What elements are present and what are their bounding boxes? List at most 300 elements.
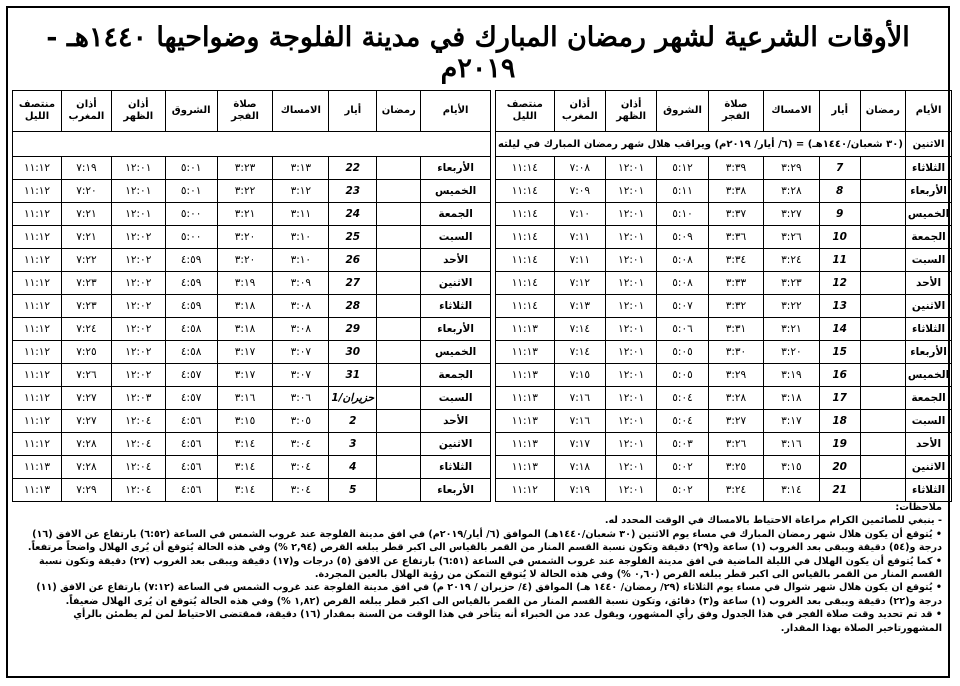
note-item: • يُتوقع أن يكون هلال شهر رمضان المبارك في مساء يوم الاثنين (٣٠ شعبان/١٤٤٠هـ) الموافق (٦/ أيار/٢٠١٩م) في افق مدينة الفلوجة عند غروب الشمس في الساعة (٦:٥٢) بارتفاع عن الافق (١٦) درجة و(٥٤) دقيقة ويبقى بعد الغروب (١) ساعة و(٢٩) دقيقة وتكون نسبة القسم المنار من القمر بالقياس الى اكبر قطر يبلغه القرص (٢,٩٤ %) وفي هذه الحالة يُتوقع أن يُرى الهلال واضحاً مرتفعاً. xyxy=(27,528,942,554)
maghrib-cell: ٧:٢٣ xyxy=(61,295,111,318)
table-row xyxy=(13,272,491,295)
fajr-cell: ٣:٣١ xyxy=(708,318,763,341)
maghrib-cell: ٧:١١ xyxy=(554,249,605,272)
day-cell: الأربعاء xyxy=(421,479,491,502)
imsak-cell: ٣:٠٧ xyxy=(273,364,329,387)
table-row xyxy=(13,364,491,387)
midnight-cell: ١١:١٢ xyxy=(13,249,62,272)
maghrib-cell: ٧:١٩ xyxy=(554,479,605,502)
dhuhr-cell: ١٢:٠١ xyxy=(605,295,656,318)
shuruq-cell: ٥:٠٩ xyxy=(657,226,708,249)
imsak-cell: ٣:٢٩ xyxy=(764,157,819,180)
shuruq-cell: ٥:١٢ xyxy=(657,157,708,180)
imsak-cell: ٣:٢٠ xyxy=(764,341,819,364)
ramadan-cell xyxy=(860,341,905,364)
shuruq-cell: ٤:٥٩ xyxy=(165,295,217,318)
day-cell: الأربعاء xyxy=(905,180,951,203)
day-cell: السبت xyxy=(421,387,491,410)
maghrib-cell: ٧:٢١ xyxy=(61,226,111,249)
dhuhr-cell: ١٢:٠١ xyxy=(605,479,656,502)
imsak-cell: ٣:١٣ xyxy=(273,157,329,180)
fajr-cell: ٣:١٧ xyxy=(217,364,273,387)
day-cell: الثلاثاء xyxy=(905,157,951,180)
ayar-cell: 22 xyxy=(329,157,377,180)
imsak-cell: ٣:٠٤ xyxy=(273,433,329,456)
announcement-text: (٣٠ شعبان/١٤٤٠هـ) = (٦/ أيار/ ٢٠١٩م) ويراقب هلال شهر رمضان المبارك في ليلته xyxy=(496,132,906,157)
header-ayar: أيار xyxy=(819,91,860,132)
fajr-cell: ٣:٢٠ xyxy=(217,249,273,272)
day-cell: الاثنين xyxy=(905,132,951,157)
maghrib-cell: ٧:٢٢ xyxy=(61,249,111,272)
maghrib-cell: ٧:٢٩ xyxy=(61,479,111,502)
page-title: الأوقات الشرعية لشهر رمضان المبارك في مدينة الفلوجة وضواحيها ١٤٤٠هـ - ٢٠١٩م xyxy=(46,22,910,84)
dhuhr-cell: ١٢:٠٤ xyxy=(111,456,165,479)
ayar-cell: 18 xyxy=(819,410,860,433)
ayar-cell: 9 xyxy=(819,203,860,226)
ayar-cell: 28 xyxy=(329,295,377,318)
ramadan-cell xyxy=(860,203,905,226)
maghrib-cell: ٧:١٩ xyxy=(61,157,111,180)
ramadan-cell xyxy=(377,272,421,295)
midnight-cell: ١١:١٢ xyxy=(13,295,62,318)
header-dhuhr: أذان الظهر xyxy=(111,91,165,132)
fajr-cell: ٣:٢٠ xyxy=(217,226,273,249)
table-row xyxy=(13,479,491,502)
imsak-cell: ٣:٠٨ xyxy=(273,318,329,341)
header-midnight: منتصف الليل xyxy=(496,91,555,132)
day-cell: الجمعة xyxy=(421,203,491,226)
day-cell: الأربعاء xyxy=(421,318,491,341)
table-row xyxy=(496,341,952,364)
midnight-cell: ١١:١٣ xyxy=(13,479,62,502)
ayar-cell: 30 xyxy=(329,341,377,364)
dhuhr-cell: ١٢:٠١ xyxy=(605,387,656,410)
ayar-cell: 24 xyxy=(329,203,377,226)
ayar-cell: 25 xyxy=(329,226,377,249)
dhuhr-cell: ١٢:٠١ xyxy=(111,180,165,203)
imsak-cell: ٣:٠٧ xyxy=(273,341,329,364)
midnight-cell: ١١:١٢ xyxy=(496,479,555,502)
ayar-cell: 11 xyxy=(819,249,860,272)
imsak-cell: ٣:١٨ xyxy=(764,387,819,410)
shuruq-cell: ٥:٠٦ xyxy=(657,318,708,341)
dhuhr-cell: ١٢:٠١ xyxy=(605,272,656,295)
ramadan-cell xyxy=(377,157,421,180)
ayar-cell: 16 xyxy=(819,364,860,387)
ayar-cell: 19 xyxy=(819,433,860,456)
day-cell: الخميس xyxy=(421,180,491,203)
table-row xyxy=(496,180,952,203)
imsak-cell: ٣:٠٤ xyxy=(273,456,329,479)
shuruq-cell: ٥:٠٤ xyxy=(657,410,708,433)
shuruq-cell: ٤:٥٦ xyxy=(165,410,217,433)
dhuhr-cell: ١٢:٠٢ xyxy=(111,341,165,364)
maghrib-cell: ٧:١٤ xyxy=(554,341,605,364)
ramadan-cell xyxy=(860,318,905,341)
maghrib-cell: ٧:١٦ xyxy=(554,410,605,433)
midnight-cell: ١١:١٢ xyxy=(13,226,62,249)
ayar-cell: 29 xyxy=(329,318,377,341)
imsak-cell: ٣:٠٨ xyxy=(273,295,329,318)
midnight-cell: ١١:١٢ xyxy=(13,410,62,433)
shuruq-cell: ٤:٥٨ xyxy=(165,318,217,341)
ayar-cell: 12 xyxy=(819,272,860,295)
header-ayar: أيار xyxy=(329,91,377,132)
ayar-cell: 13 xyxy=(819,295,860,318)
ayar-cell: 3 xyxy=(329,433,377,456)
imsak-cell: ٣:٠٥ xyxy=(273,410,329,433)
imsak-cell: ٣:٠٩ xyxy=(273,272,329,295)
shuruq-cell: ٥:١١ xyxy=(657,180,708,203)
dhuhr-cell: ١٢:٠١ xyxy=(111,203,165,226)
dhuhr-cell: ١٢:٠٤ xyxy=(111,410,165,433)
ayar-cell: 8 xyxy=(819,180,860,203)
fajr-cell: ٣:٢١ xyxy=(217,203,273,226)
day-cell: الجمعة xyxy=(905,387,951,410)
header-maghrib: أذان المغرب xyxy=(61,91,111,132)
midnight-cell: ١١:١٢ xyxy=(13,341,62,364)
dhuhr-cell: ١٢:٠١ xyxy=(605,456,656,479)
ramadan-cell xyxy=(377,203,421,226)
fajr-cell: ٣:٢٤ xyxy=(708,479,763,502)
header-day: الأيام xyxy=(421,91,491,132)
table-row xyxy=(13,295,491,318)
ayar-cell: 20 xyxy=(819,456,860,479)
ramadan-cell xyxy=(377,341,421,364)
midnight-cell: ١١:١٣ xyxy=(496,410,555,433)
shuruq-cell: ٤:٥٦ xyxy=(165,479,217,502)
timetable-left xyxy=(12,90,491,502)
ramadan-cell xyxy=(860,433,905,456)
note-item: • قد تم تحديد وقت صلاة الفجر في هذا الجدول وفق رأي المشهور، ويقول عدد من الخبراء أنه يتأخر في هذا الوقت من السنة بمقدار (١٦) دقيقة، فمقتضى الاحتياط لمن لم يطمئن بالرأي المشهورتاخير الصلاة بهذا المقدار. xyxy=(73,609,942,634)
day-cell: السبت xyxy=(421,226,491,249)
shuruq-cell: ٥:٠٧ xyxy=(657,295,708,318)
day-cell: الأربعاء xyxy=(905,341,951,364)
imsak-cell: ٣:١٥ xyxy=(764,456,819,479)
midnight-cell: ١١:١٢ xyxy=(13,364,62,387)
ayar-cell: 21 xyxy=(819,479,860,502)
shuruq-cell: ٥:٠٥ xyxy=(657,341,708,364)
shuruq-cell: ٥:٠٤ xyxy=(657,387,708,410)
ramadan-cell xyxy=(377,456,421,479)
day-cell: الثلاثاء xyxy=(905,318,951,341)
midnight-cell: ١١:١٤ xyxy=(496,157,555,180)
midnight-cell: ١١:١٢ xyxy=(13,433,62,456)
shuruq-cell: ٤:٥٦ xyxy=(165,433,217,456)
shuruq-cell: ٤:٥٨ xyxy=(165,341,217,364)
imsak-cell: ٣:٢٨ xyxy=(764,180,819,203)
day-cell: الاثنين xyxy=(905,295,951,318)
table-row xyxy=(496,387,952,410)
header-dhuhr: أذان الظهر xyxy=(605,91,656,132)
table-row xyxy=(13,410,491,433)
maghrib-cell: ٧:٢٠ xyxy=(61,180,111,203)
fajr-cell: ٣:٢٢ xyxy=(217,180,273,203)
table-row xyxy=(496,157,952,180)
header-fajr: صلاة الفجر xyxy=(708,91,763,132)
fajr-cell: ٣:٣٠ xyxy=(708,341,763,364)
day-cell: الخميس xyxy=(421,341,491,364)
midnight-cell: ١١:١٣ xyxy=(496,456,555,479)
maghrib-cell: ٧:١٢ xyxy=(554,272,605,295)
fajr-cell: ٣:٣٧ xyxy=(708,203,763,226)
fajr-cell: ٣:١٧ xyxy=(217,341,273,364)
dhuhr-cell: ١٢:٠١ xyxy=(605,203,656,226)
header-shuruq: الشروق xyxy=(657,91,708,132)
maghrib-cell: ٧:٠٩ xyxy=(554,180,605,203)
maghrib-cell: ٧:١١ xyxy=(554,226,605,249)
note-item: - ينبغي للصائمين الكرام مراعاة الاحتياط بالامساك في الوقت المحدد له. xyxy=(604,515,942,527)
fajr-cell: ٣:٢٦ xyxy=(708,433,763,456)
dhuhr-cell: ١٢:٠٢ xyxy=(111,226,165,249)
ayar-cell: 4 xyxy=(329,456,377,479)
day-cell: الأربعاء xyxy=(421,157,491,180)
header-midnight: منتصف الليل xyxy=(13,91,62,132)
day-cell: الأحد xyxy=(421,410,491,433)
imsak-cell: ٣:٢٣ xyxy=(764,272,819,295)
midnight-cell: ١١:١٢ xyxy=(13,272,62,295)
maghrib-cell: ٧:٢٧ xyxy=(61,410,111,433)
ramadan-cell xyxy=(860,157,905,180)
ayar-cell: 5 xyxy=(329,479,377,502)
ramadan-cell xyxy=(377,295,421,318)
table-row xyxy=(13,341,491,364)
ramadan-cell xyxy=(860,410,905,433)
day-cell: الخميس xyxy=(905,203,951,226)
header-maghrib: أذان المغرب xyxy=(554,91,605,132)
ayar-cell: 23 xyxy=(329,180,377,203)
table-row xyxy=(13,318,491,341)
maghrib-cell: ٧:١٨ xyxy=(554,456,605,479)
table-row xyxy=(496,295,952,318)
timetable-right xyxy=(495,90,952,502)
day-cell: السبت xyxy=(905,410,951,433)
ramadan-cell xyxy=(860,226,905,249)
note-item: • كما يُتوقع أن يكون الهلال في الليلة الماضية في افق مدينة الفلوجة عند غروب الشمس في الساعة (٦:٥١) بارتفاع عن الافق (٥) درجات و(١٧) دقيقة ويبقى بعد الغروب (٢٧) دقيقة وتكون نسبة القسم المنار من القمر بالقياس الى اكبر قطر يبلغه القرص (٠,٦٠ %) وفي هذه الحالة لا يُتوقع التمكن من رؤية الهلال بالعين المجردة. xyxy=(39,555,942,581)
ramadan-cell xyxy=(860,180,905,203)
imsak-cell: ٣:١٧ xyxy=(764,410,819,433)
dhuhr-cell: ١٢:٠٤ xyxy=(111,479,165,502)
shuruq-cell: ٥:١٠ xyxy=(657,203,708,226)
midnight-cell: ١١:١٤ xyxy=(496,180,555,203)
dhuhr-cell: ١٢:٠٢ xyxy=(111,272,165,295)
ramadan-cell xyxy=(377,479,421,502)
imsak-cell: ٣:٠٤ xyxy=(273,479,329,502)
shuruq-cell: ٥:٠٣ xyxy=(657,433,708,456)
fajr-cell: ٣:١٦ xyxy=(217,387,273,410)
ayar-cell: 26 xyxy=(329,249,377,272)
header-row xyxy=(496,91,952,132)
fajr-cell: ٣:٣٤ xyxy=(708,249,763,272)
spacer-cell xyxy=(13,132,491,157)
midnight-cell: ١١:١٤ xyxy=(496,295,555,318)
midnight-cell: ١١:١٢ xyxy=(13,157,62,180)
maghrib-cell: ٧:٠٨ xyxy=(554,157,605,180)
fajr-cell: ٣:١٨ xyxy=(217,295,273,318)
shuruq-cell: ٤:٥٩ xyxy=(165,272,217,295)
shuruq-cell: ٥:٠١ xyxy=(165,157,217,180)
shuruq-cell: ٤:٥٦ xyxy=(165,456,217,479)
imsak-cell: ٣:١٠ xyxy=(273,249,329,272)
midnight-cell: ١١:١٢ xyxy=(13,387,62,410)
header-fajr: صلاة الفجر xyxy=(217,91,273,132)
ramadan-cell xyxy=(377,410,421,433)
table-row xyxy=(13,456,491,479)
maghrib-cell: ٧:١٥ xyxy=(554,364,605,387)
midnight-cell: ١١:١٢ xyxy=(13,180,62,203)
imsak-cell: ٣:١٤ xyxy=(764,479,819,502)
midnight-cell: ١١:١٢ xyxy=(13,203,62,226)
ramadan-cell xyxy=(860,387,905,410)
shuruq-cell: ٥:٠٨ xyxy=(657,272,708,295)
ayar-cell: 15 xyxy=(819,341,860,364)
table-row xyxy=(496,433,952,456)
table-row xyxy=(496,203,952,226)
shuruq-cell: ٥:٠٨ xyxy=(657,249,708,272)
imsak-cell: ٣:١١ xyxy=(273,203,329,226)
ramadan-cell xyxy=(377,364,421,387)
dhuhr-cell: ١٢:٠١ xyxy=(111,157,165,180)
fajr-cell: ٣:٢٨ xyxy=(708,387,763,410)
dhuhr-cell: ١٢:٠١ xyxy=(605,341,656,364)
fajr-cell: ٣:٢٧ xyxy=(708,410,763,433)
maghrib-cell: ٧:٢١ xyxy=(61,203,111,226)
maghrib-cell: ٧:٢٤ xyxy=(61,318,111,341)
shuruq-cell: ٤:٥٧ xyxy=(165,364,217,387)
header-ramadan: رمضان xyxy=(860,91,905,132)
fajr-cell: ٣:١٥ xyxy=(217,410,273,433)
announcement-row xyxy=(496,132,952,157)
table-row xyxy=(496,410,952,433)
table-row xyxy=(496,249,952,272)
dhuhr-cell: ١٢:٠٢ xyxy=(111,295,165,318)
fajr-cell: ٣:١٤ xyxy=(217,433,273,456)
table-row xyxy=(13,387,491,410)
midnight-cell: ١١:١٤ xyxy=(496,249,555,272)
shuruq-cell: ٤:٥٧ xyxy=(165,387,217,410)
day-cell: الجمعة xyxy=(905,226,951,249)
fajr-cell: ٣:٢٩ xyxy=(708,364,763,387)
table-row xyxy=(13,226,491,249)
midnight-cell: ١١:١٣ xyxy=(496,318,555,341)
maghrib-cell: ٧:١٠ xyxy=(554,203,605,226)
fajr-cell: ٣:٣٩ xyxy=(708,157,763,180)
maghrib-cell: ٧:٢٧ xyxy=(61,387,111,410)
day-cell: الثلاثاء xyxy=(905,479,951,502)
ramadan-cell xyxy=(860,272,905,295)
ramadan-cell xyxy=(860,479,905,502)
header-imsak: الامساك xyxy=(764,91,819,132)
table-row xyxy=(13,249,491,272)
maghrib-cell: ٧:٢٨ xyxy=(61,433,111,456)
day-cell: الأحد xyxy=(905,433,951,456)
maghrib-cell: ٧:١٣ xyxy=(554,295,605,318)
fajr-cell: ٣:١٤ xyxy=(217,479,273,502)
fajr-cell: ٣:١٨ xyxy=(217,318,273,341)
dhuhr-cell: ١٢:٠١ xyxy=(605,410,656,433)
imsak-cell: ٣:٢١ xyxy=(764,318,819,341)
fajr-cell: ٣:٣٢ xyxy=(708,295,763,318)
ramadan-cell xyxy=(377,226,421,249)
ramadan-cell xyxy=(377,433,421,456)
midnight-cell: ١١:١٤ xyxy=(496,272,555,295)
table-row xyxy=(13,433,491,456)
imsak-cell: ٣:٠٦ xyxy=(273,387,329,410)
day-cell: الجمعة xyxy=(421,364,491,387)
note-item: • يُتوقع ان يكون هلال شهر شوال في مساء يوم الثلاثاء (٢٩/ رمضان/ ١٤٤٠ هـ) الموافق (٤/ حزيران / ٢٠١٩ م) في افق مدينة الفلوجة عند غروب الشمس في الساعة (٧:١٢) بارتفاع عن الافق (١١) درجة و(٢٢) دقيقة ويبقى بعد الغروب (١) ساعة و(٣) دقائق، وتكون نسبة القسم المنار من القمر بالقياس الى اكبر قطر يبلغه القرص (١,٨٢ %) وفي هذه الحالة يُتوقع ان يُرى الهلال ضعيفاً. xyxy=(36,582,942,607)
fajr-cell: ٣:٣٨ xyxy=(708,180,763,203)
ayar-cell: حزيران/1 xyxy=(329,387,377,410)
table-row xyxy=(13,180,491,203)
dhuhr-cell: ١٢:٠١ xyxy=(605,249,656,272)
ayar-cell: 27 xyxy=(329,272,377,295)
table-row xyxy=(13,157,491,180)
day-cell: الثلاثاء xyxy=(421,456,491,479)
shuruq-cell: ٥:٠٥ xyxy=(657,364,708,387)
ayar-cell: 17 xyxy=(819,387,860,410)
table-row xyxy=(496,456,952,479)
imsak-cell: ٣:٢٤ xyxy=(764,249,819,272)
midnight-cell: ١١:١٣ xyxy=(13,456,62,479)
dhuhr-cell: ١٢:٠١ xyxy=(605,364,656,387)
ramadan-cell xyxy=(377,180,421,203)
maghrib-cell: ٧:٢٨ xyxy=(61,456,111,479)
dhuhr-cell: ١٢:٠١ xyxy=(605,180,656,203)
header-day: الأيام xyxy=(905,91,951,132)
dhuhr-cell: ١٢:٠١ xyxy=(605,433,656,456)
spacer-row xyxy=(13,132,491,157)
table-row xyxy=(496,479,952,502)
dhuhr-cell: ١٢:٠٢ xyxy=(111,249,165,272)
table-row xyxy=(496,364,952,387)
table-row xyxy=(496,318,952,341)
day-cell: الخميس xyxy=(905,364,951,387)
day-cell: السبت xyxy=(905,249,951,272)
ramadan-cell xyxy=(860,364,905,387)
day-cell: الثلاثاء xyxy=(421,295,491,318)
notes-label: ملاحظات: xyxy=(895,502,942,513)
day-cell: الاثنين xyxy=(421,272,491,295)
header-row xyxy=(13,91,491,132)
midnight-cell: ١١:١٣ xyxy=(496,433,555,456)
header-imsak: الامساك xyxy=(273,91,329,132)
shuruq-cell: ٥:٠١ xyxy=(165,180,217,203)
midnight-cell: ١١:١٣ xyxy=(496,364,555,387)
day-cell: الأحد xyxy=(421,249,491,272)
fajr-cell: ٣:٣٣ xyxy=(708,272,763,295)
timetable-sheet xyxy=(6,6,950,678)
dhuhr-cell: ١٢:٠١ xyxy=(605,318,656,341)
ayar-cell: 2 xyxy=(329,410,377,433)
maghrib-cell: ٧:٢٣ xyxy=(61,272,111,295)
dhuhr-cell: ١٢:٠١ xyxy=(605,226,656,249)
maghrib-cell: ٧:٢٥ xyxy=(61,341,111,364)
table-row xyxy=(13,203,491,226)
midnight-cell: ١١:١٣ xyxy=(496,387,555,410)
dhuhr-cell: ١٢:٠٢ xyxy=(111,364,165,387)
fajr-cell: ٣:١٩ xyxy=(217,272,273,295)
imsak-cell: ٣:١٠ xyxy=(273,226,329,249)
dhuhr-cell: ١٢:٠١ xyxy=(605,157,656,180)
header-ramadan: رمضان xyxy=(377,91,421,132)
ramadan-cell xyxy=(377,318,421,341)
dhuhr-cell: ١٢:٠٢ xyxy=(111,318,165,341)
fajr-cell: ٣:٣٦ xyxy=(708,226,763,249)
day-cell: الاثنين xyxy=(421,433,491,456)
day-cell: الاثنين xyxy=(905,456,951,479)
imsak-cell: ٣:١٢ xyxy=(273,180,329,203)
day-cell: الأحد xyxy=(905,272,951,295)
